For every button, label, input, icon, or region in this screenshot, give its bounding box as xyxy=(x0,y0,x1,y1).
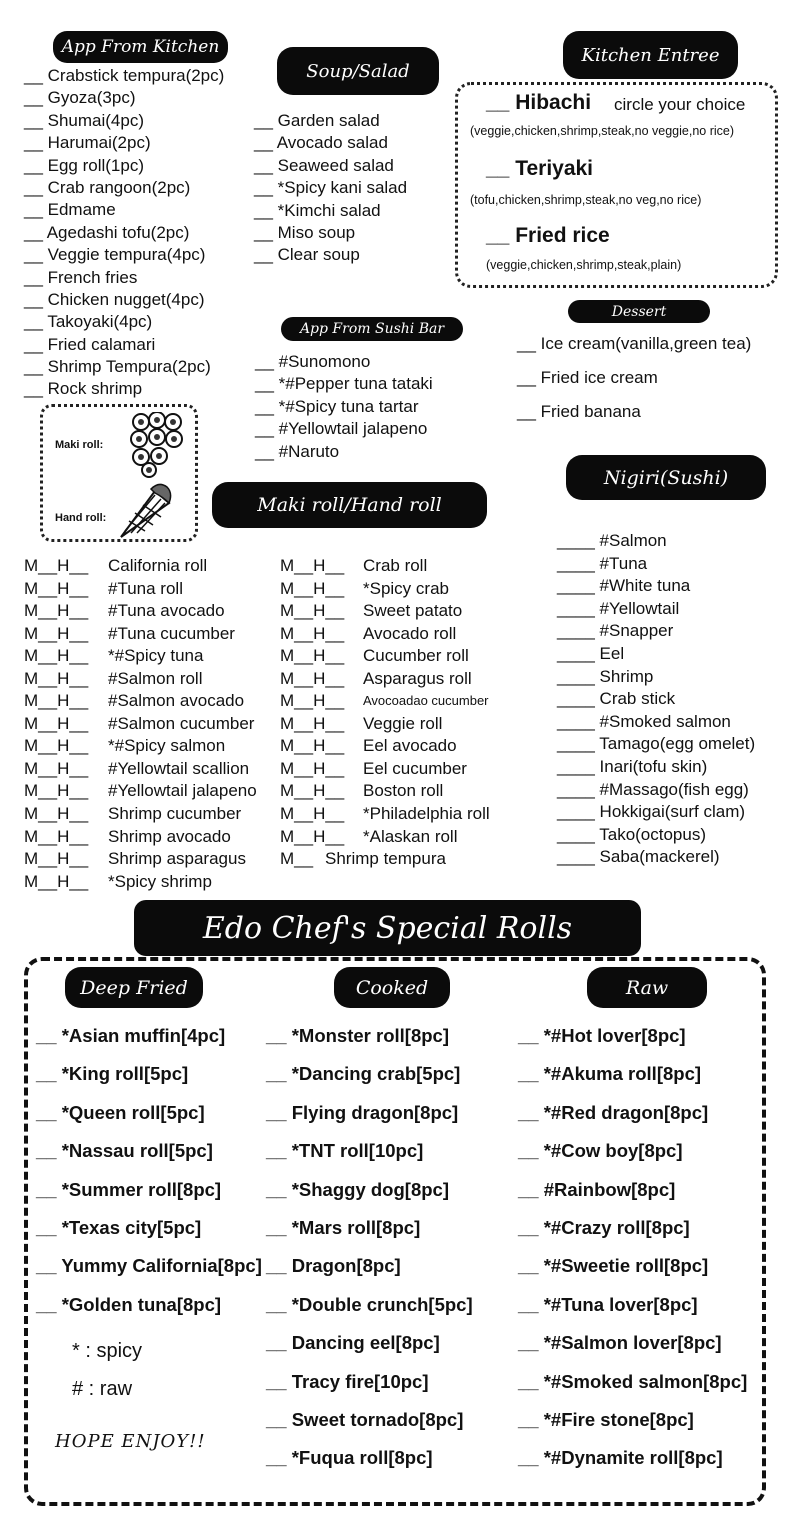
raw-item[interactable]: __ *#Salmon lover[8pc] xyxy=(518,1332,722,1354)
maki-roll-row[interactable] xyxy=(280,848,525,871)
deep-fried-item[interactable]: __ *Asian muffin[4pc] xyxy=(36,1025,226,1046)
roll-name: #Salmon avocado xyxy=(108,691,245,711)
app-kitchen-item[interactable]: __ Veggie tempura(4pc) xyxy=(24,245,206,265)
nigiri-item[interactable]: ____ Eel xyxy=(557,643,625,663)
maki-roll-row[interactable] xyxy=(24,735,279,758)
maki-roll-icon xyxy=(127,412,187,478)
maki-roll-label: Maki roll: xyxy=(55,439,104,451)
nigiri-item[interactable]: ____ #Snapper xyxy=(557,621,674,641)
nigiri-item[interactable]: ____ #Yellowtail xyxy=(557,598,680,618)
maki-roll-row[interactable] xyxy=(280,645,525,668)
maki-roll-row[interactable] xyxy=(280,600,525,623)
roll-name: #Tuna cucumber xyxy=(108,623,235,643)
raw-item[interactable]: __ *#Tuna lover[8pc] xyxy=(518,1293,698,1315)
raw-item[interactable]: __ *#Dynamite roll[8pc] xyxy=(518,1447,723,1469)
raw-item[interactable]: __ *#Crazy roll[8pc] xyxy=(518,1216,690,1238)
soup-salad-item[interactable]: __ *Kimchi salad xyxy=(254,200,381,220)
hibachi-note: circle your choice xyxy=(614,95,746,114)
soup-salad-item[interactable]: __ Seaweed salad xyxy=(254,155,394,175)
soup-salad-list xyxy=(254,110,407,267)
order-mark: M__H__ xyxy=(24,804,89,824)
cooked-item[interactable]: __ *Dancing crab[5pc] xyxy=(266,1063,461,1085)
maki-list-2 xyxy=(280,555,525,871)
roll-name: Shrimp asparagus xyxy=(108,849,246,869)
nigiri-item[interactable]: ____ Tako(octopus) xyxy=(557,824,707,844)
deep-fried-item[interactable]: __ Yummy California[8pc] xyxy=(36,1255,262,1277)
maki-roll-row[interactable] xyxy=(280,803,525,826)
maki-roll-row[interactable] xyxy=(24,690,279,713)
roll-name: Asparagus roll xyxy=(363,668,472,688)
roll-name: *#Spicy tuna xyxy=(108,646,204,666)
maki-roll-row[interactable] xyxy=(280,713,525,736)
nigiri-item[interactable]: ____ #Massago(fish egg) xyxy=(557,779,749,799)
maki-roll-row[interactable] xyxy=(24,578,279,601)
sushi-bar-item[interactable]: __ #Sunomono xyxy=(255,352,371,371)
raw-header: Raw xyxy=(587,967,707,1008)
roll-name: Cucumber roll xyxy=(363,646,469,666)
soup-salad-item[interactable]: __ *Spicy kani salad xyxy=(254,178,408,198)
maki-roll-row[interactable] xyxy=(24,600,279,623)
order-mark: M__H__ xyxy=(24,691,89,711)
maki-roll-row[interactable] xyxy=(280,780,525,803)
maki-roll-row[interactable] xyxy=(280,623,525,646)
order-mark: M__H__ xyxy=(280,601,345,621)
deep-fried-item[interactable]: __ *Summer roll[8pc] xyxy=(36,1178,222,1200)
roll-name: #Salmon roll xyxy=(108,668,203,688)
app-kitchen-item[interactable]: __ Shrimp Tempura(2pc) xyxy=(24,357,211,377)
deep-fried-item[interactable]: __ *Golden tuna[8pc] xyxy=(36,1293,222,1315)
raw-legend: # : raw xyxy=(72,1378,133,1400)
order-mark: M__H__ xyxy=(24,578,89,598)
nigiri-item[interactable]: ____ #Smoked salmon xyxy=(557,711,731,731)
order-mark: M__H__ xyxy=(24,601,89,621)
special-rolls-header: Edo Chef's Special Rolls xyxy=(134,900,641,956)
maki-roll-row[interactable] xyxy=(24,668,279,691)
app-kitchen-item[interactable]: __ French fries xyxy=(24,267,138,287)
order-mark: M__H__ xyxy=(24,646,89,666)
cooked-item[interactable]: __ *TNT roll[10pc] xyxy=(266,1140,424,1162)
maki-roll-row[interactable] xyxy=(280,555,525,578)
cooked-item[interactable]: __ *Mars roll[8pc] xyxy=(266,1216,421,1238)
order-mark: M__H__ xyxy=(24,849,89,869)
app-kitchen-item[interactable]: __ Chicken nugget(4pc) xyxy=(24,289,205,309)
deep-fried-item[interactable]: __ *Nassau roll[5pc] xyxy=(36,1140,213,1162)
app-kitchen-item[interactable]: __ Gyoza(3pc) xyxy=(24,88,136,108)
maki-roll-row[interactable] xyxy=(24,623,279,646)
roll-name: *Alaskan roll xyxy=(363,826,458,846)
raw-item[interactable]: __ *#Hot lover[8pc] xyxy=(518,1025,686,1046)
order-mark: M__H__ xyxy=(280,826,345,846)
deep-fried-item[interactable]: __ *King roll[5pc] xyxy=(36,1063,189,1085)
soup-salad-item[interactable]: __ Avocado salad xyxy=(254,133,388,153)
nigiri-item[interactable]: ____ Saba(mackerel) xyxy=(557,847,720,867)
roll-name: *Philadelphia roll xyxy=(363,804,490,824)
maki-roll-row[interactable] xyxy=(280,735,525,758)
hand-roll-icon xyxy=(115,481,175,541)
deep-fried-item[interactable]: __ *Texas city[5pc] xyxy=(36,1216,202,1238)
sushi-bar-item[interactable]: __ #Yellowtail jalapeno xyxy=(255,419,428,439)
deep-fried-item[interactable]: __ *Queen roll[5pc] xyxy=(36,1101,205,1123)
app-kitchen-header: App From Kitchen xyxy=(53,31,228,63)
order-mark: M__H__ xyxy=(24,871,89,891)
maki-roll-row[interactable] xyxy=(280,826,525,849)
soup-salad-header: Soup/Salad xyxy=(277,47,439,95)
roll-name: Crab roll xyxy=(363,556,428,575)
order-mark: M__H__ xyxy=(24,758,89,778)
app-kitchen-item[interactable]: __ Agedashi tofu(2pc) xyxy=(24,222,190,242)
app-kitchen-list xyxy=(24,65,224,401)
raw-item[interactable]: __ *#Fire stone[8pc] xyxy=(518,1408,694,1430)
order-mark: M__H__ xyxy=(24,713,89,733)
hibachi-item[interactable]: __ Hibachi xyxy=(486,91,592,114)
roll-name: Shrimp tempura xyxy=(325,849,446,869)
maki-roll-row[interactable] xyxy=(24,803,279,826)
order-mark: M__H__ xyxy=(24,556,89,575)
nigiri-item[interactable]: ____ #Salmon xyxy=(557,531,667,550)
app-kitchen-item[interactable]: __ Crab rangoon(2pc) xyxy=(24,177,191,197)
nigiri-list xyxy=(557,530,755,869)
dessert-list xyxy=(517,327,751,429)
teriyaki-item[interactable]: __ Teriyaki xyxy=(486,157,594,180)
nigiri-item[interactable]: ____ Inari(tofu skin) xyxy=(557,756,708,776)
roll-name: Eel cucumber xyxy=(363,758,467,778)
roll-name: #Tuna avocado xyxy=(108,601,225,621)
order-mark: M__H__ xyxy=(24,668,89,688)
raw-list xyxy=(518,1022,747,1483)
nigiri-item[interactable]: ____ Hokkigai(surf clam) xyxy=(557,802,746,822)
order-mark: M__H__ xyxy=(280,623,345,643)
order-mark: M__H__ xyxy=(280,781,345,801)
raw-item[interactable]: __ #Rainbow[8pc] xyxy=(518,1178,676,1200)
maki-roll-row[interactable] xyxy=(24,848,279,871)
roll-legend-box xyxy=(40,404,198,542)
soup-salad-item[interactable]: __ Miso soup xyxy=(254,222,356,242)
spicy-legend: * : spicy xyxy=(72,1340,143,1362)
nigiri-item[interactable]: ____ Tamago(egg omelet) xyxy=(557,734,756,754)
order-mark: M__H__ xyxy=(280,578,345,598)
order-mark: M__ xyxy=(280,849,314,869)
cooked-item[interactable]: __ Tracy fire[10pc] xyxy=(266,1370,429,1392)
maki-roll-row[interactable] xyxy=(24,780,279,803)
cooked-item[interactable]: __ Dragon[8pc] xyxy=(266,1255,401,1277)
maki-roll-row[interactable] xyxy=(24,645,279,668)
raw-item[interactable]: __ *#Akuma roll[8pc] xyxy=(518,1063,702,1085)
roll-name: Avocado roll xyxy=(363,623,457,643)
raw-item[interactable]: __ *#Red dragon[8pc] xyxy=(518,1101,709,1123)
app-kitchen-item[interactable]: __ Shumai(4pc) xyxy=(24,110,145,130)
app-kitchen-item[interactable]: __ Harumai(2pc) xyxy=(24,133,151,153)
roll-name: Eel avocado xyxy=(363,736,457,756)
app-kitchen-item[interactable]: __ Rock shrimp xyxy=(24,379,143,399)
hand-roll-label: Hand roll: xyxy=(55,512,107,524)
sushi-bar-item[interactable]: __ *#Spicy tuna tartar xyxy=(255,396,419,416)
nigiri-item[interactable]: ____ #Tuna xyxy=(557,553,648,573)
kitchen-entree-box xyxy=(455,82,778,288)
roll-name: Shrimp cucumber xyxy=(108,804,242,824)
roll-name: Boston roll xyxy=(363,781,444,801)
order-mark: M__H__ xyxy=(280,736,345,756)
fried-rice-item[interactable]: __ Fried rice xyxy=(486,224,610,247)
maki-hand-header: Maki roll/Hand roll xyxy=(212,482,487,528)
roll-name: #Salmon cucumber xyxy=(108,713,255,733)
cooked-item[interactable]: __ *Shaggy dog[8pc] xyxy=(266,1178,449,1200)
maki-roll-row[interactable] xyxy=(280,578,525,601)
maki-roll-row[interactable] xyxy=(280,668,525,691)
nigiri-item[interactable]: ____ #White tuna xyxy=(557,576,691,596)
deep-fried-header: Deep Fried xyxy=(65,967,203,1008)
order-mark: M__H__ xyxy=(280,713,345,733)
soup-salad-item[interactable]: __ Clear soup xyxy=(254,245,360,265)
order-mark: M__H__ xyxy=(280,646,345,666)
app-kitchen-item[interactable]: __ Crabstick tempura(2pc) xyxy=(24,66,225,85)
nigiri-item[interactable]: ____ Shrimp xyxy=(557,666,654,686)
soup-salad-item[interactable]: __ Garden salad xyxy=(254,111,380,130)
cooked-item[interactable]: __ Dancing eel[8pc] xyxy=(266,1332,440,1354)
fried-rice-options: (veggie,chicken,shrimp,steak,plain) xyxy=(486,258,682,272)
sushi-bar-item[interactable]: __ #Naruto xyxy=(255,441,340,461)
roll-name: Avocoadao cucumber xyxy=(363,693,489,709)
order-mark: M__H__ xyxy=(280,758,345,778)
raw-item[interactable]: __ *#Sweetie roll[8pc] xyxy=(518,1255,709,1277)
maki-roll-row[interactable] xyxy=(24,555,279,578)
order-mark: M__H__ xyxy=(280,668,345,688)
maki-roll-row[interactable] xyxy=(24,713,279,736)
app-kitchen-item[interactable]: __ Takoyaki(4pc) xyxy=(24,312,153,332)
app-kitchen-item[interactable]: __ Fried calamari xyxy=(24,334,156,354)
maki-roll-row[interactable] xyxy=(280,758,525,781)
app-kitchen-item[interactable]: __ Edmame xyxy=(24,200,116,220)
sushi-bar-item[interactable]: __ *#Pepper tuna tataki xyxy=(255,374,433,394)
order-mark: M__H__ xyxy=(280,691,345,711)
order-mark: M__H__ xyxy=(24,736,89,756)
roll-name: Sweet patato xyxy=(363,601,463,621)
roll-name: California roll xyxy=(108,556,208,575)
nigiri-header: Nigiri(Sushi) xyxy=(566,455,766,500)
dessert-item[interactable]: __ Ice cream(vanilla,green tea) xyxy=(517,334,752,353)
cooked-list xyxy=(266,1022,473,1483)
sushi-bar-list xyxy=(255,351,433,463)
raw-item[interactable]: __ *#Smoked salmon[8pc] xyxy=(518,1370,748,1392)
app-kitchen-item[interactable]: __ Egg roll(1pc) xyxy=(24,155,145,175)
cooked-item[interactable]: __ Flying dragon[8pc] xyxy=(266,1101,459,1123)
cooked-item[interactable]: __ *Double crunch[5pc] xyxy=(266,1293,473,1315)
roll-name: #Yellowtail jalapeno xyxy=(108,781,257,801)
dessert-item[interactable]: __ Fried banana xyxy=(517,402,641,421)
roll-name: *#Spicy salmon xyxy=(108,736,226,756)
cooked-header: Cooked xyxy=(334,967,450,1008)
roll-name: #Tuna roll xyxy=(108,578,183,598)
teriyaki-options: (tofu,chicken,shrimp,steak,no veg,no rice) xyxy=(470,193,702,207)
roll-name: Veggie roll xyxy=(363,713,443,733)
closing-note: HOPE ENJOY!! xyxy=(55,1431,206,1452)
cooked-item[interactable]: __ Sweet tornado[8pc] xyxy=(266,1408,464,1430)
order-mark: M__H__ xyxy=(280,556,345,575)
hibachi-options: (veggie,chicken,shrimp,steak,no veggie,no rice) xyxy=(470,124,735,138)
deep-fried-list xyxy=(36,1022,262,1329)
roll-name: #Yellowtail scallion xyxy=(108,758,250,778)
roll-name: *Spicy crab xyxy=(363,578,449,598)
cooked-item[interactable]: __ *Fuqua roll[8pc] xyxy=(266,1447,433,1469)
raw-item[interactable]: __ *#Cow boy[8pc] xyxy=(518,1140,683,1162)
maki-roll-row[interactable] xyxy=(280,690,525,713)
order-mark: M__H__ xyxy=(24,781,89,801)
order-mark: M__H__ xyxy=(24,826,89,846)
roll-name: Shrimp avocado xyxy=(108,826,231,846)
cooked-item[interactable]: __ *Monster roll[8pc] xyxy=(266,1025,449,1046)
dessert-item[interactable]: __ Fried ice cream xyxy=(517,368,658,387)
maki-list-1 xyxy=(24,555,279,893)
app-sushi-bar-header: App From Sushi Bar xyxy=(281,317,463,341)
order-mark: M__H__ xyxy=(280,804,345,824)
maki-roll-row[interactable] xyxy=(24,871,279,894)
nigiri-item[interactable]: ____ Crab stick xyxy=(557,689,676,709)
maki-roll-row[interactable] xyxy=(24,758,279,781)
kitchen-entree-header: Kitchen Entree xyxy=(563,31,738,79)
roll-name: *Spicy shrimp xyxy=(108,871,212,891)
order-mark: M__H__ xyxy=(24,623,89,643)
maki-roll-row[interactable] xyxy=(24,826,279,849)
dessert-header: Dessert xyxy=(568,300,710,323)
